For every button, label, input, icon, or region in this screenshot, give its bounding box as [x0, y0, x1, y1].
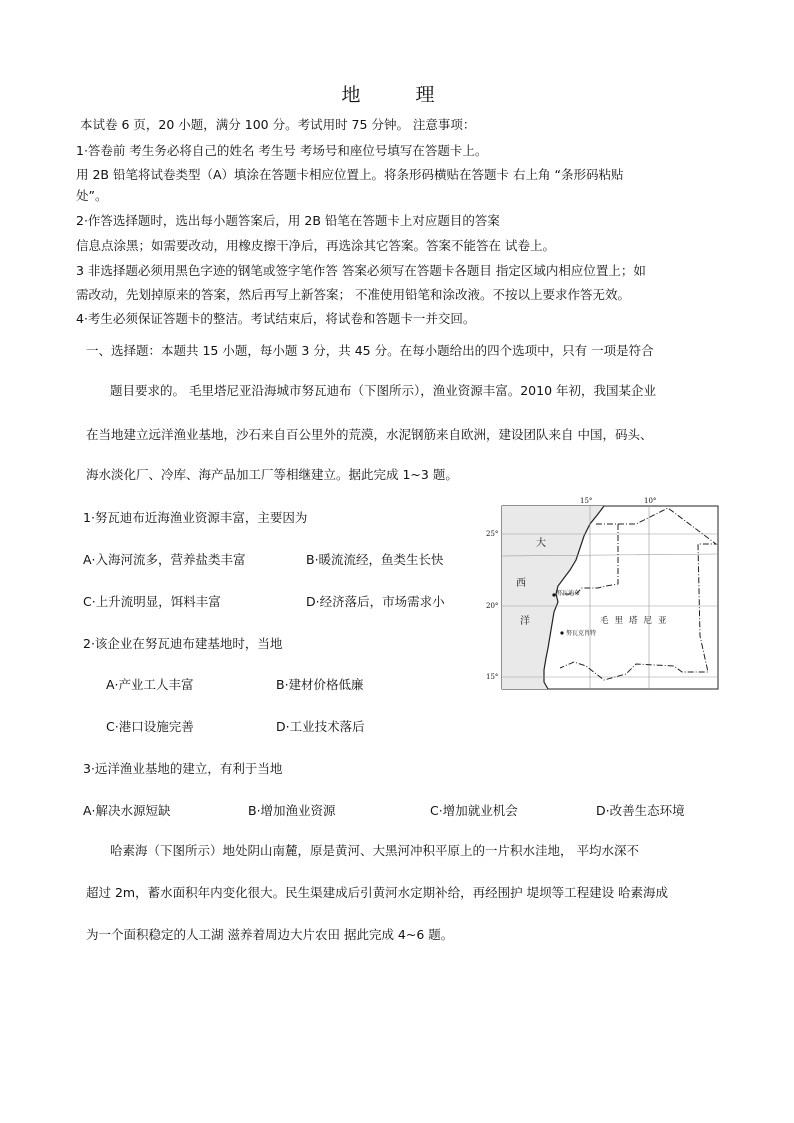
city-dot [560, 631, 563, 634]
lon-label: 15° [580, 497, 593, 505]
note-line: 2·作答选择题时，选出每小题答案后，用 2B 铅笔在答题卡上对应题目的答案 [76, 213, 500, 228]
note-line: 需改动，先划掉原来的答案，然后再写上新答案； 不准使用铅笔和涂改液。不按以上要求作答无效。 [76, 287, 630, 302]
mauritania-map [486, 496, 722, 694]
option-a: A·入海河流多，营养盐类丰富 [83, 552, 246, 567]
lon-label: 10° [644, 497, 657, 505]
exam-intro: 本试卷 6 页，20 小题，满分 100 分。考试用时 75 分钟。 注意事项： [80, 117, 476, 132]
city-label: 努瓦迪布 [556, 590, 581, 597]
note-line: 3 非选择题必须用黑色字迹的钢笔或签字笔作答 答案必须写在答题卡各题目 指定区域内相应位置上；如 [76, 263, 646, 278]
note-line: 信息点涂黑；如需要改动，用橡皮擦干净后，再选涂其它答案。答案不能答在 试卷上。 [76, 238, 555, 253]
page-title: 地 理 [341, 84, 453, 106]
option-b: B·增加渔业资源 [248, 803, 336, 818]
passage-line: 哈素海（下图所示）地处阴山南麓，原是黄河、大黑河冲积平原上的一片积水洼地， 平均水深不 [110, 843, 639, 858]
option-d: D·工业技术落后 [276, 719, 365, 734]
option-a: A·解决水源短缺 [83, 803, 171, 818]
ocean-label: 大 [536, 538, 546, 549]
lat-label: 25° [486, 530, 499, 538]
section-line: 一、选择题：本题共 15 小题，每小题 3 分，共 45 分。在每小题给出的四个选项中，只有 一项是符合 [86, 343, 654, 358]
option-c: C·增加就业机会 [430, 803, 518, 818]
option-b: B·建材价格低廉 [276, 677, 364, 692]
question-stem: 3·远洋渔业基地的建立，有利于当地 [83, 761, 283, 776]
country-label: 毛里塔尼亚 [600, 616, 673, 626]
option-b: B·暖流流经，鱼类生长快 [306, 552, 444, 567]
ocean-label: 西 [516, 578, 526, 589]
option-a: A·产业工人丰富 [106, 677, 194, 692]
option-c: C·上升流明显，饵料丰富 [83, 594, 221, 609]
note-line: 4·考生必须保证答题卡的整洁。考试结束后，将试卷和答题卡一并交回。 [76, 311, 476, 326]
option-d: D·经济落后，市场需求小 [306, 594, 445, 609]
section-line: 在当地建立远洋渔业基地，沙石来自百公里外的荒漠，水泥钢筋来自欧洲，建设团队来自 中国，码头、 [86, 427, 653, 442]
note-line: 用 2B 铅笔将试卷类型（A）填涂在答题卡相应位置上。将条形码横贴在答题卡 右上角 “条形码粘贴 [76, 167, 624, 182]
passage-line: 超过 2m，蓄水面积年内变化很大。民生渠建成后引黄河水定期补给，再经围护 堤坝等工程建设 哈素海成 [86, 885, 669, 900]
passage-line: 为一个面积稳定的人工湖 滋养着周边大片农田 据此完成 4~6 题。 [86, 927, 454, 942]
note-line: 处”。 [76, 188, 108, 203]
note-line: 1·答卷前 考生务必将自己的姓名 考生号 考场号和座位号填写在答题卡上。 [76, 143, 488, 158]
question-stem: 2·该企业在努瓦迪布建基地时，当地 [83, 636, 283, 651]
option-c: C·港口设施完善 [106, 719, 194, 734]
lat-label: 15° [486, 673, 499, 681]
map-svg [486, 496, 722, 694]
option-d: D·改善生态环境 [596, 803, 685, 818]
section-line: 题目要求的。 毛里塔尼亚沿海城市努瓦迪布（下图所示），渔业资源丰富。2010 年初，我国某企业 [110, 383, 657, 398]
ocean-label: 洋 [520, 616, 530, 627]
city-label: 努瓦克肖特 [566, 630, 597, 637]
question-stem: 1·努瓦迪布近海渔业资源丰富，主要因为 [83, 510, 308, 525]
section-line: 海水淡化厂、冷库、海产品加工厂等相继建立。据此完成 1~3 题。 [86, 467, 458, 482]
lat-label: 20° [486, 602, 499, 610]
